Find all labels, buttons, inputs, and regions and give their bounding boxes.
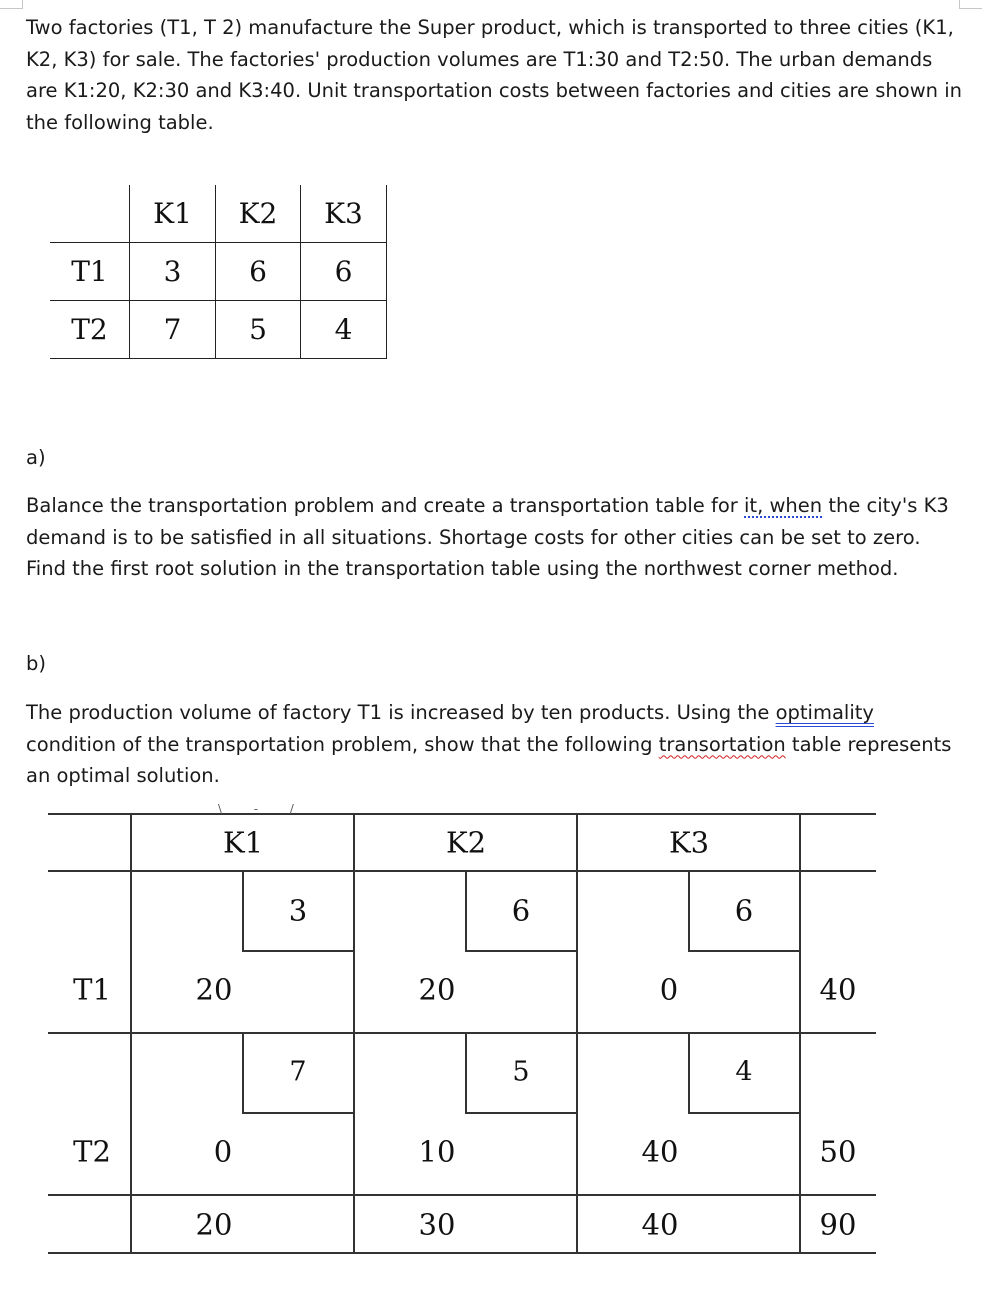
grammar-flagged-phrase[interactable]: it, when (744, 494, 823, 517)
tableau-cost-t2-k2: 5 (512, 1056, 530, 1088)
cost-table-col-k1: K1 (130, 185, 216, 243)
cost-table-cell: 6 (216, 243, 301, 301)
part-b-text-1: The production volume of factory T1 is increased by ten products. Using the (26, 701, 776, 724)
cost-table-cell: 5 (216, 301, 301, 359)
part-a-text-2: the city's K3 demand is to be satisfied in all situations. Shortage costs for other cities can be set to zero. Find the first root solution in the transportation table using the northwest corner method. (26, 494, 949, 580)
tableau-col-k1: K1 (222, 825, 264, 860)
tableau-alloc-t1-k2: 20 (418, 972, 456, 1007)
cost-table-cell: 3 (130, 243, 216, 301)
part-b-text-2: condition of the transportation problem, show that the following (26, 732, 659, 756)
spelling-flagged-word[interactable]: transortation (658, 732, 786, 756)
cost-table-row-label: T2 (50, 301, 130, 359)
tableau-total: 90 (819, 1207, 857, 1242)
tableau-row-t2: T2 (73, 1134, 111, 1169)
cost-table-col-k2: K2 (216, 185, 301, 243)
tableau-cost-t1-k2: 6 (511, 893, 531, 928)
stray-marks: \ - / (218, 802, 308, 816)
part-b-label: b) (26, 652, 46, 675)
cost-table-col-k3: K3 (301, 185, 387, 243)
tableau-cost-t2-k1: 7 (289, 1056, 307, 1088)
tableau-cost-t2-k3: 4 (735, 1056, 753, 1088)
tableau-demand-k1: 20 (195, 1207, 233, 1242)
flagged-word-optimality[interactable]: optimality (775, 701, 874, 724)
cost-table-row-label: T1 (50, 243, 130, 301)
tableau-alloc-t2-k3: 40 (641, 1134, 679, 1169)
tableau-supply-t2: 50 (819, 1134, 857, 1169)
tableau-col-k3: K3 (668, 825, 710, 860)
cost-table-cell: 4 (301, 301, 387, 359)
cost-table-cell: 7 (130, 301, 216, 359)
tableau-alloc-t2-k2: 10 (418, 1134, 456, 1169)
tableau-demand-k3: 40 (641, 1207, 679, 1242)
tableau-demand-k2: 30 (418, 1207, 456, 1242)
tableau-col-k2: K2 (445, 825, 487, 860)
intro-paragraph: Two factories (T1, T 2) manufacture the Super product, which is transported to three cities (K1, K2, K3) for sale. The factories' production volumes are T1:30 and T2:50. The urban demands are K1:20, K2:30 and K3:40. Unit transportation costs between factories and cities are shown in the following table. (26, 16, 962, 134)
tableau-row-t1: T1 (73, 972, 111, 1007)
tableau-supply-t1: 40 (819, 972, 857, 1007)
tableau-cost-t1-k1: 3 (288, 893, 308, 928)
tableau-cost-t1-k3: 6 (734, 893, 754, 928)
tableau-alloc-t1-k3: 0 (659, 972, 679, 1007)
part-b-text-3: table represents an optimal solution. (26, 732, 952, 787)
part-a-label: a) (26, 446, 46, 469)
part-a-text-1: Balance the transportation problem and create a transportation table for (26, 494, 744, 517)
tableau-alloc-t1-k1: 20 (195, 972, 233, 1007)
tableau-alloc-t2-k1: 0 (213, 1134, 233, 1169)
cost-table-cell: 6 (301, 243, 387, 301)
